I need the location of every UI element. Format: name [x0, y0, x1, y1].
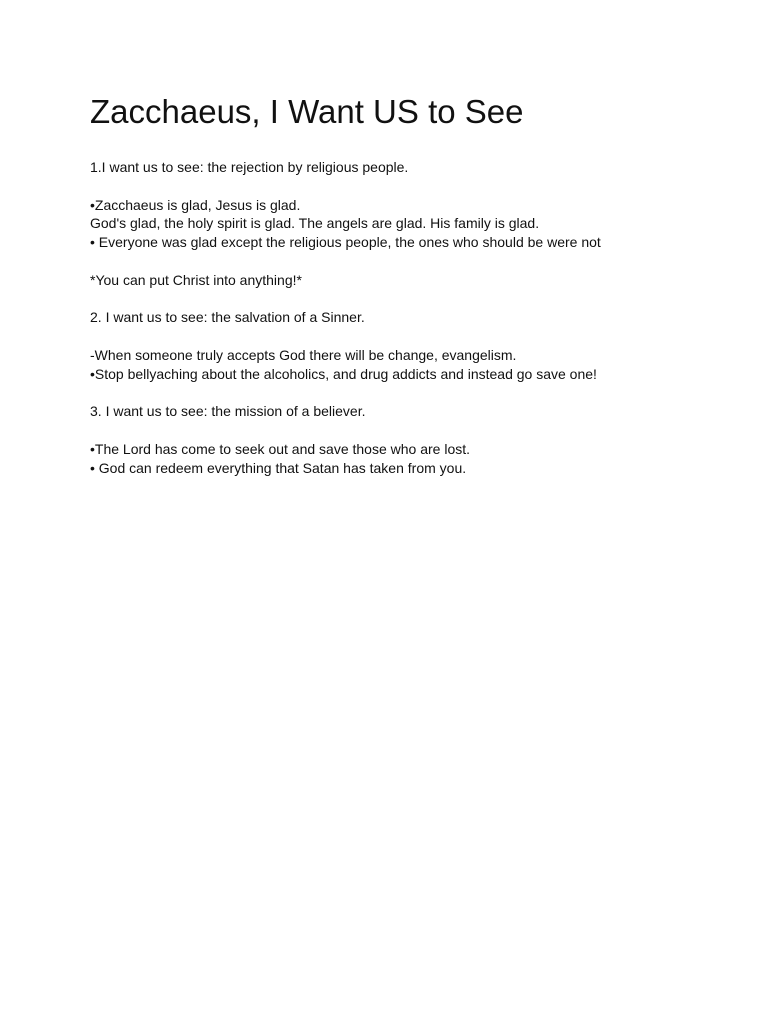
- blank-line: [90, 177, 730, 196]
- blank-line: [90, 290, 730, 309]
- point-3-heading: 3. I want us to see: the mission of a believer.: [90, 403, 366, 420]
- bullet-lord-seek-save: •The Lord has come to seek out and save those who are lost.: [90, 440, 471, 457]
- note-christ-into-anything: *You can put Christ into anything!*: [90, 271, 302, 288]
- document-body: [90, 158, 730, 478]
- blank-line: [90, 252, 730, 271]
- point-2-heading: 2. I want us to see: the salvation of a Sinner.: [90, 309, 365, 326]
- bullet-zacchaeus-glad: •Zacchaeus is glad, Jesus is glad.: [90, 196, 301, 213]
- text-gods-glad: God's glad, the holy spirit is glad. The angels are glad. His family is glad.: [90, 215, 540, 232]
- document-title: Zacchaeus, I Want US to See: [90, 93, 524, 130]
- bullet-stop-bellyaching: •Stop bellyaching about the alcoholics, and drug addicts and instead go save one!: [90, 365, 597, 382]
- bullet-accepts-god: -When someone truly accepts God there will be change, evangelism.: [90, 346, 517, 363]
- blank-line: [90, 384, 730, 403]
- point-1-heading: 1.I want us to see: the rejection by religious people.: [90, 159, 409, 175]
- bullet-god-redeem: • God can redeem everything that Satan has taken from you.: [90, 459, 467, 476]
- blank-line: [90, 327, 730, 346]
- blank-line: [90, 421, 730, 440]
- bullet-everyone-glad: • Everyone was glad except the religious people, the ones who should be were not: [90, 234, 601, 251]
